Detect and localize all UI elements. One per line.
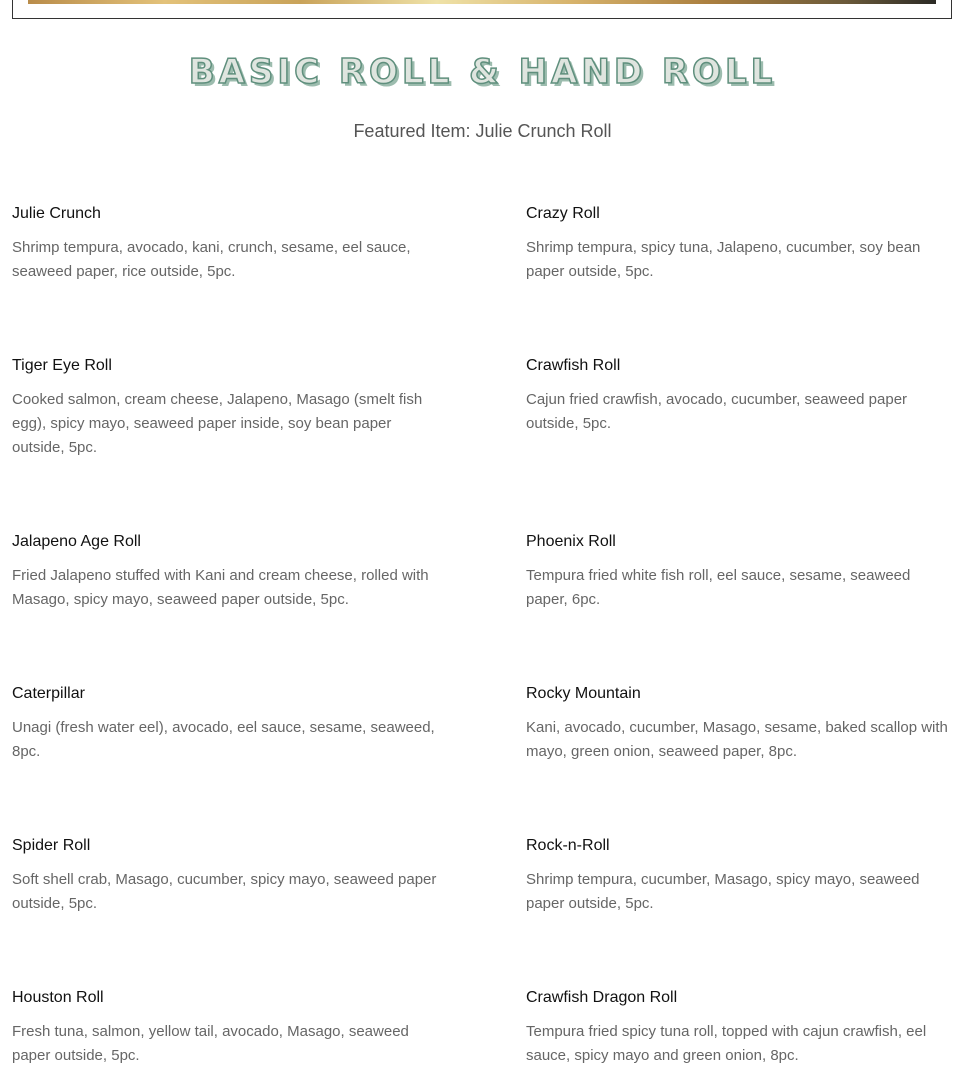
menu-item-rock-n-roll: [526, 836, 952, 916]
menu-item-caterpillar: [12, 684, 442, 764]
menu-item-description: Cajun fried crawfish, avocado, cucumber, seaweed paper outside, 5pc.: [526, 391, 908, 432]
menu-item-name: Phoenix Roll: [526, 533, 616, 550]
menu-item-name: Tiger Eye Roll: [12, 357, 112, 374]
menu-item-description: Tempura fried spicy tuna roll, topped with cajun crawfish, eel sauce, spicy mayo and green onion, 8pc.: [526, 1023, 927, 1064]
menu-item-description: Shrimp tempura, spicy tuna, Jalapeno, cucumber, soy bean paper outside, 5pc.: [526, 239, 921, 280]
featured-item-text: Featured Item: Julie Crunch Roll: [353, 121, 612, 141]
menu-item-houston-roll: [12, 988, 442, 1068]
menu-item-name: Crawfish Dragon Roll: [526, 989, 678, 1006]
menu-item-julie-crunch: [12, 204, 442, 284]
menu-item-crawfish-roll: [526, 356, 952, 436]
menu-item-description: Cooked salmon, cream cheese, Jalapeno, Masago (smelt fish egg), spicy mayo, seaweed paper inside, soy bean paper outside, 5pc.: [12, 391, 423, 456]
menu-item-name: Spider Roll: [12, 837, 91, 854]
menu-item-description: Unagi (fresh water eel), avocado, eel sauce, sesame, seaweed, 8pc.: [12, 719, 435, 760]
menu-item-name: Rock-n-Roll: [526, 837, 610, 854]
menu-item-name: Rocky Mountain: [526, 685, 641, 702]
menu-item-phoenix-roll: [526, 532, 952, 612]
menu-item-name: Caterpillar: [12, 685, 85, 702]
menu-item-spider-roll: [12, 836, 442, 916]
menu-item-tiger-eye-roll: [12, 356, 442, 460]
menu-item-crawfish-dragon-roll: [526, 988, 952, 1068]
menu-item-name: Julie Crunch: [12, 205, 101, 222]
menu-item-name: Jalapeno Age Roll: [12, 533, 141, 550]
menu-item-description: Kani, avocado, cucumber, Masago, sesame, baked scallop with mayo, green onion, seaweed paper, 8pc.: [526, 719, 948, 760]
menu-item-name: Crawfish Roll: [526, 357, 621, 374]
hero-image-frame: [12, 0, 952, 19]
menu-item-description: Fresh tuna, salmon, yellow tail, avocado, Masago, seaweed paper outside, 5pc.: [12, 1023, 409, 1064]
menu-item-description: Tempura fried white fish roll, eel sauce, sesame, seaweed paper, 6pc.: [526, 567, 911, 608]
menu-item-description: Shrimp tempura, avocado, kani, crunch, sesame, eel sauce, seaweed paper, rice outside, 5pc.: [12, 239, 411, 280]
hero-food-image: [28, 0, 936, 4]
menu-item-description: Fried Jalapeno stuffed with Kani and cream cheese, rolled with Masago, spicy mayo, seaweed paper outside, 5pc.: [12, 567, 429, 608]
menu-item-description: Soft shell crab, Masago, cucumber, spicy mayo, seaweed paper outside, 5pc.: [12, 871, 437, 912]
menu-item-name: Crazy Roll: [526, 205, 600, 222]
menu-item-name: Houston Roll: [12, 989, 104, 1006]
menu-item-crazy-roll: [526, 204, 952, 284]
menu-item-rocky-mountain: [526, 684, 952, 764]
menu-item-description: Shrimp tempura, cucumber, Masago, spicy mayo, seaweed paper outside, 5pc.: [526, 871, 920, 912]
page-title: BASIC ROLL & HAND ROLL: [188, 52, 777, 92]
menu-item-jalapeno-age-roll: [12, 532, 442, 612]
